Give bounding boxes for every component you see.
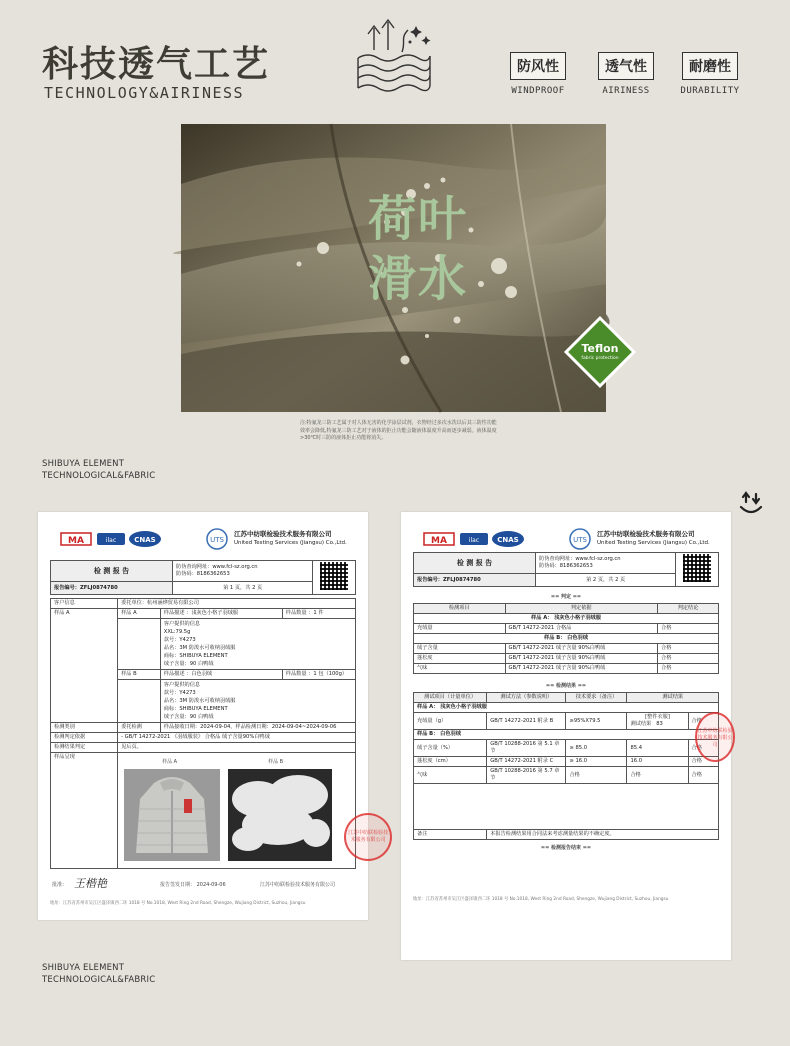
svg-text:UTS: UTS [573,536,587,544]
report-end: == 检测报告结束 == [540,845,592,851]
page-subtitle: TECHNOLOGY&AIRINESS [44,84,245,102]
ilac-mra-logo-icon [459,530,489,548]
uts-logo-icon [569,528,591,550]
svg-text:MA: MA [431,536,447,546]
cell: 蓬松度 [414,654,506,664]
cell: 合格 [688,767,719,784]
cell: 合格 [566,767,627,784]
report-meta-table [50,560,356,595]
approval-row [50,873,356,897]
results-wrap [413,692,733,840]
info-line: 商标：SHIBUYA ELEMENT [163,653,228,659]
cell: 合格 [627,767,688,784]
cell: GB/T 14272-2021 附录 C [487,757,566,767]
teflon-badge [564,316,636,388]
issue-date: 报告签发日期： 2024-09-06 [160,882,226,888]
svg-text:MA: MA [68,536,84,546]
cell: 合格 [658,624,719,634]
row-label: 检测判定依据 [51,733,118,743]
cell: GB/T 10288-2016 第 5.7 章节 [487,767,566,784]
svg-text:UTS: UTS [210,536,224,544]
sample-b-qty: 样品数量 ：1 包（100g） [282,670,355,680]
feature-durability [674,52,746,96]
sample-a-desc: 样品描述 ：浅灰色小格子羽绒服 [160,609,282,619]
sample-label: 样品 A [118,609,161,619]
feature-en: DURABILITY [680,86,740,96]
overlay-text-line1: 荷叶 [368,191,469,247]
cell: 16.0 [627,757,688,767]
info-label: 客户提供的信息 [163,621,201,627]
cell: 气味 [414,767,487,784]
cell: GB/T 14272-2021 绒子含量 90%白鸭绒 [505,664,658,674]
qr-code [683,554,711,582]
approver-label: 批准： [52,882,68,888]
remark-label: 备注 [414,830,487,840]
info-line: XXL:79.5g [163,629,191,635]
ilac-mra-logo-icon [96,530,126,548]
info-line: 绒子含量：90 白鸭绒 [163,661,214,667]
brand-block [42,458,155,482]
cma-logo-icon [60,530,92,548]
report-footer: 地址：江苏省苏州市吴江区盛泽镇西二环 1018 号 No.1018, West Ring 2nd Road, Shengze, Wujiang District, Suzhou, Jiangsu [413,897,669,902]
page-number: 第 1 页，共 2 页 [173,582,313,595]
report-footer: 地址：江苏省苏州市吴江区盛泽镇西二环 1018 号 No.1018, West Ring 2nd Road, Shengze, Wujiang District, Suzhou, Jiangsu [50,901,306,906]
section-results-title: == 检测结果 == [545,683,587,689]
overlay-text-line2: 滑水 [368,251,469,307]
report-heading: 检 测 报 告 [414,553,536,574]
row-label: 检测类别 [51,723,118,733]
judgement-table [413,603,719,674]
table-row [414,624,719,634]
test-report-page-1 [38,512,389,920]
cell: GB/T 10288-2016 第 5.1 章节 [487,740,566,757]
brand-tagline: TECHNOLOGICAL&FABRIC [42,975,156,985]
report-header [38,524,368,558]
table-row [414,654,719,664]
verify-site: 防伪查询网址：www.fcl-sz.org.cn [539,556,621,563]
page-number: 第 2 页，共 2 页 [536,574,676,587]
signature: 王楷艳 [74,877,107,890]
date-value: 样品接收日期：2024-09-04，样品检测日期：2024-09-04~2024-09-06 [160,723,355,733]
company-name-cn: 江苏中纺联检验技术服务有限公司 [234,530,332,538]
sample-a-jacket-image [124,769,220,861]
svg-text:ilac: ilac [468,537,480,544]
cell: 充绒量 [414,624,506,634]
report-heading: 检 测 报 告 [51,561,173,582]
basis-value: - GB/T 14272-2021 《羽绒服装》 合格品 绒子含量90%白鸭绒 [118,733,356,743]
info-line: 款号：Y4273 [163,690,196,696]
brand-block-bottom [42,962,155,986]
cell: 85.4 [627,740,688,757]
section-judgement-title: == 判定 == [550,594,582,600]
cell: 合格 [658,644,719,654]
official-stamp: 江苏中纺联检验技术服务有限公司 [695,712,735,762]
cell: ≥95%X79.5 [566,713,627,730]
cnas-logo-icon [128,530,162,548]
column-header: 测试方法（参数说明） [487,693,566,703]
info-line: 绒子含量：90 白鸭绒 [163,714,214,720]
feature-label: 耐磨性 [682,52,738,80]
report-info-table [50,598,389,869]
cell: 绒子含量（%） [414,740,487,757]
cell: ≥ 85.0 [566,740,627,757]
table-row [414,767,719,784]
company-name-en: United Testing Services (Jiangsu) Co.,Ltd. [234,540,347,546]
sample-b-down-image [228,769,332,861]
client-value: 委托单位：杭州涵烨贸易有限公司 [118,599,356,609]
type-value: 委托检测 [118,723,161,733]
report-number: 报告编号：ZFLJ0874780 [51,582,173,595]
cell: 合格 [688,713,719,730]
official-stamp: 江苏中纺联检验技术服务有限公司 [344,813,392,861]
remark-value: 本报告检测结果用合同法来考虑测量结果的不确定度。 [487,830,719,840]
photo-b-label: 样品 B [268,759,284,765]
cell: 气味 [414,664,506,674]
svg-text:CNAS: CNAS [134,536,156,544]
result-label: 测试结果 [630,721,652,727]
photo-a-label: 样品 A [162,759,178,765]
sample-heading: 样品 A： 浅灰色小格子羽绒服 [414,614,719,624]
info-line: 商标：SHIBUYA ELEMENT [163,706,228,712]
verify-code: 防伪码：8186362653 [176,571,230,578]
info-label: 客户提供的信息 [163,682,201,688]
note: [整件衣服] [645,714,670,720]
table-row [414,757,719,767]
cell: GB/T 14272-2021 合格品 [505,624,658,634]
cell: GB/T 14272-2021 绒子含量 90%白鸭绒 [505,654,658,664]
report-body [50,560,389,907]
column-header: 判定结论 [658,604,719,614]
cell: 合格 [658,654,719,664]
cell: 绒子含量 [414,644,506,654]
cell: 合格 [688,740,719,757]
report-meta-table [413,552,719,587]
cnas-logo-icon [491,530,525,548]
results-table [413,692,719,840]
qr-code [320,562,348,590]
svg-text:ilac: ilac [105,537,117,544]
test-report-page-2 [401,512,731,960]
svg-text:CNAS: CNAS [497,536,519,544]
verify-code: 防伪码：8186362653 [539,563,593,570]
info-line: 品名：3M 防泼水可收纳羽绒服 [163,698,236,704]
cell: GB/T 14272-2021 绒子含量 90%白鸭绒 [505,644,658,654]
row-label: 样品呈现 [51,753,118,869]
cell: GB/T 14272-2021 附录 B [487,713,566,730]
page-title: 科技透气工艺 [42,44,271,85]
feature-label: 透气性 [598,52,654,80]
cma-logo-icon [423,530,455,548]
table-row [414,713,719,730]
report-number: 报告编号：ZFLJ0874780 [414,574,536,587]
row-label: 客户信息 [51,599,118,609]
column-header: 测试项目（计量单位） [414,693,487,703]
sample-heading: 样品 A： 浅灰色小格子羽绒服 [414,703,719,713]
table-row [414,664,719,674]
fabric-layers-icon [350,16,436,96]
feature-label: 防风性 [510,52,566,80]
cell: 合格 [688,757,719,767]
brand-name: SHIBUYA ELEMENT [42,963,125,973]
report-body [413,552,733,903]
cell: 合格 [658,664,719,674]
sample-heading: 样品 B： 白色羽绒 [414,634,719,644]
company-name-en: United Testing Services (Jiangsu) Co.,Ltd. [597,540,710,546]
brand-name: SHIBUYA ELEMENT [42,459,125,469]
result-value: 83 [656,721,663,727]
feature-airiness [590,52,662,96]
sample-heading: 样品 B： 白色羽绒 [414,730,719,740]
cell: ≥ 16.0 [566,757,627,767]
row-label: 样品 A [51,609,118,723]
verify-site: 防伪查询网址：www.fcl-sz.org.cn [176,564,258,571]
info-line: 品名：3M 防泼水可收纳羽绒服 [163,645,236,651]
column-header: 判定依据 [505,604,658,614]
photo-description: 注:特氟龙三防工艺属于对人体无害的化学涂层试剂，衣物经过多次水洗以后其三防性功能效率会降低,特氟龙三防工艺对于液体的拒止功能会随液体温度升高而逐步减弱。液体温度>30℃时三防的液体拒止功能将消失。 [300,420,497,441]
sample-label: 样品 B [118,670,161,680]
info-line: 款号：Y4273 [163,637,196,643]
result-value: 见后页。 [118,743,356,753]
brand-tagline: TECHNOLOGICAL&FABRIC [42,471,156,481]
teflon-name: Teflon [581,342,619,355]
smile-icon [738,490,764,518]
teflon-sub: fabric protection [581,356,619,361]
sample-a-qty: 样品数量 ：1 件 [282,609,355,619]
feature-en: WINDPROOF [511,86,565,96]
table-row [414,740,719,757]
row-label: 检测结果判定 [51,743,118,753]
uts-logo-icon [206,528,228,550]
company-name-cn: 江苏中纺联检验技术服务有限公司 [597,530,695,538]
sample-b-desc: 样品描述 ：白色羽绒 [160,670,282,680]
feature-en: AIRINESS [602,86,650,96]
feature-windproof [502,52,574,96]
cell [627,713,688,730]
cell: 蓬松度（cm） [414,757,487,767]
column-header: 检测项目 [414,604,506,614]
column-header: 测试结果 [627,693,719,703]
column-header: 技术要求（备注） [566,693,627,703]
table-row [414,644,719,654]
cell: 充绒量（g） [414,713,487,730]
issuer-name: 江苏中纺联检验技术服务有限公司 [260,882,336,888]
